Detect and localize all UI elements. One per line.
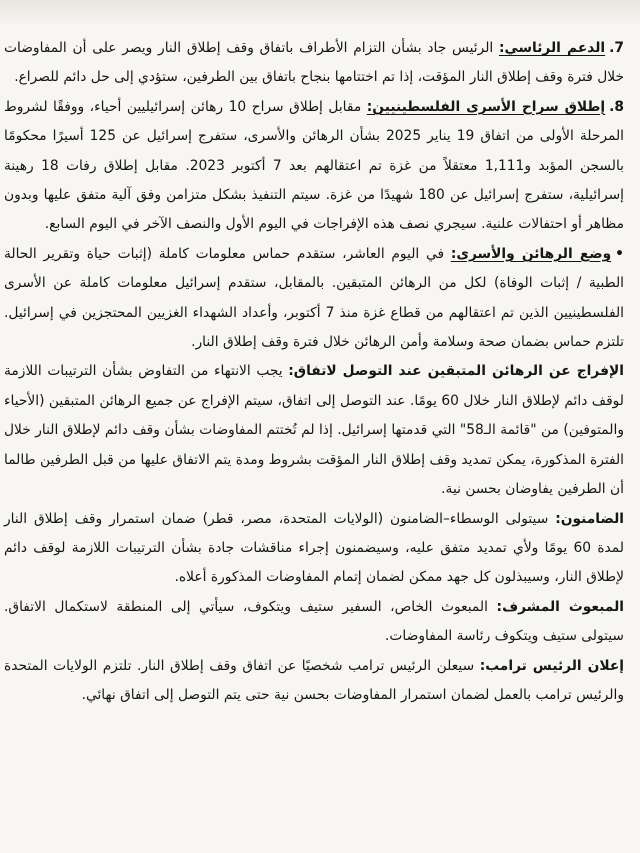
clause-number: 7. [609,40,624,56]
clause-heading: الضامنون: [555,510,624,527]
clause-remaining-hostages [4,357,624,504]
clause-text: مقابل إطلاق سراح 10 رهائن إسرائيليين أحياء، ووفقًا لشروط المرحلة الأولى من اتفاق 19 يناير 2025 بشأن الرهائن والأسرى، ستفرج إسرائيل عن 125 أسيرًا محكومًا بالسجن المؤبد و1,111 معتقلاً من غزة تم اعتقالهم بعد 7 أكتوبر 2023. مقابل إطلاق رفات 18 رهينة إسرائيلية، ستفرج إسرائيل عن 180 شهيدًا من غزة. سيتم التنفيذ بشكل متزامن وفق آلية متفق عليها وبدون مظاهر أو احتفالات علنية. سيجري نصف هذه الإفراجات في اليوم الأول والنصف الآخر في اليوم السابع. [4,98,625,233]
clause-supervising-envoy [4,593,624,652]
clause-heading: إعلان الرئيس ترامب: [479,657,624,674]
clause-heading: إطلاق سراح الأسرى الفلسطينيين: [366,98,606,115]
clause-hostage-status [4,240,624,358]
clause-presidential-support [4,34,624,93]
clause-number: 8. [609,98,624,115]
clause-text: سيعلن الرئيس ترامب شخصيًا عن اتفاق وقف إطلاق النار. تلتزم الولايات المتحدة والرئيس ترامب بالعمل لضمان استمرار المفاوضات بحسن نية حتى يتم التوصل إلى اتفاق نهائي. [4,657,624,703]
clause-text: يجب الانتهاء من التفاوض بشأن الترتيبات اللازمة لوقف دائم لإطلاق النار خلال 60 يومًا. عند التوصل إلى اتفاق، سيتم الإفراج عن جميع الرهائن المتبقين (الأحياء والمتوفين) من "قائمة الـ58" التي قدمتها إسرائيل. إذا لم تُختتم المفاوضات بشأن وقف دائم لإطلاق النار خلال الفترة المذكورة، يمكن تمديد وقف إطلاق النار المؤقت بشروط ومدة يتم الاتفاق عليها من قبل الطرفين طالما أن الطرفين يفاوضان بحسن نية. [4,363,624,498]
clause-guarantors [4,505,624,593]
clause-text: المبعوث الخاص، السفير ستيف ويتكوف، سيأتي إلى المنطقة لاستكمال الاتفاق. سيتولى ستيف ويتكوف رئاسة المفاوضات. [4,598,624,645]
bullet-marker: • [615,245,624,262]
clause-text: الرئيس جاد بشأن التزام الأطراف باتفاق وقف إطلاق النار ويصر على أن المفاوضات خلال فترة وقف إطلاق النار المؤقت، إذا تم اختتامها بنجاح باتفاق بين الطرفين، ستؤدي إلى حل دائم للصراع. [4,40,624,86]
clause-heading: الإفراج عن الرهائن المتبقين عند التوصل لاتفاق: [288,363,624,380]
clause-text: سيتولى الوسطاء–الضامنون (الولايات المتحدة، مصر، قطر) ضمان استمرار وقف إطلاق النار لمدة 60 يومًا ولأي تمديد متفق عليه، وسيضمنون إجراء مناقشات جادة بشأن الترتيبات اللازمة لوقف دائم لإطلاق النار، وسيبذلون كل جهد ممكن لضمان إتمام المفاوضات المذكورة أعلاه. [4,510,624,586]
clause-text: في اليوم العاشر، ستقدم حماس معلومات كاملة (إثبات حياة وتقرير الحالة الطبية / إثبات الوفاة) لكل من الرهائن المتبقين. بالمقابل، ستقدم إسرائيل معلومات كاملة عن الأسرى الفلسطينيين الذين تم اعتقالهم من قطاع غزة منذ 7 أكتوبر، وأعداد الشهداء الغزيين المحتجزين في إسرائيل. تلتزم حماس بضمان صحة وسلامة وأمن الرهائن خلال فترة وقف إطلاق النار. [4,245,624,351]
clause-prisoner-release [4,93,624,240]
clause-heading: وضع الرهائن والأسرى: [450,245,612,262]
clause-heading: المبعوث المشرف: [496,598,624,615]
clause-trump-announcement [4,652,624,711]
clause-heading: الدعم الرئاسي: [498,40,606,56]
